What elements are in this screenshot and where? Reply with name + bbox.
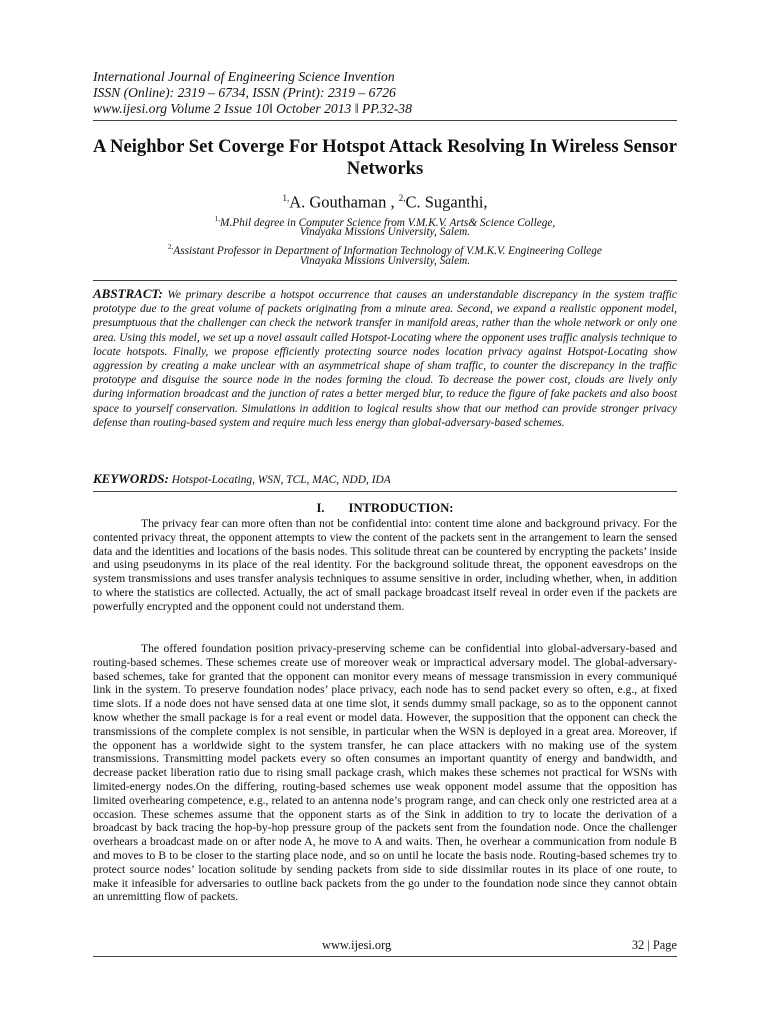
author1-sup: 1, (282, 193, 290, 203)
body-paragraph-2 (93, 642, 677, 904)
author2-sup: 2, (398, 193, 406, 203)
abstract-rule (93, 280, 677, 281)
authors-line (93, 188, 677, 213)
aff1-text: M.Phil degree in Computer Science from V.M.K.V. Arts& Science College, (220, 216, 556, 229)
footer-rule (93, 956, 677, 957)
journal-issue: www.ijesi.org Volume 2 Issue 10ǁ October 2013 ǁ PP.32-38 (93, 101, 412, 116)
section-number: I. (316, 501, 325, 515)
aff2-text: Assistant Professor in Department of Information Technology of V.M.K.V. Engineering College (173, 244, 602, 257)
author2: C. Suganthi, (405, 192, 488, 212)
footer-page-number: 32 | Page (631, 938, 677, 952)
abstract (93, 287, 677, 430)
aff2-sup: 2, (168, 243, 174, 251)
header-rule (93, 120, 677, 121)
abstract-text: We primary describe a hotspot occurrence that causes an understandable discrepancy in the system traffic prototype due to the great volume of packets originating from a minute area. Second, we expand a realistic opponent model, presumptuous that the challenger can check the network transfer in manifold areas, rather than the whole network or only one area. Using this model, we set up a novel assault called Hotspot-Locating where the opponent uses traffic analysis technique to locate hotspots. Finally, we propose efficiently protecting source nodes location privacy against Hotspot-Locating show aggression by creating a make unclear with an asymmetrical shape of sham traffic, to counter the discrepancy in the traffic prototype and disguise the source node in the nodes forming the cloud. To decrease the power cost, clouds are lively only during information broadcast and the junction of rates a better merged blur, to reduce the figure of fake packets and also boost space to yourself conservation. Simulations in addition to logical results show that our method can provide stronger privacy defense than routing-based system and require much less energy than global-adversary-based schemes. (93, 289, 677, 429)
journal-issn: ISSN (Online): 2319 – 6734, ISSN (Print): 2319 – 6726 (93, 85, 396, 100)
journal-name: International Journal of Engineering Science Invention (93, 69, 395, 84)
paragraph-2-text: The offered foundation position privacy-preserving scheme can be confidential into global-adversary-based and routing-based schemes. These schemes create use of moreover weak or impractical adversary model. The global-adversary-based schemes, take for granted that the opponent can monitor every means of message transmission in every communiqué link in the system. To preserve foundation nodes’ place privacy, each node has to send packet every so often, e.g., at fixed time slots. If a node does not have sensed data at one time slot, it sends dummy small package, so as to the opponent cannot know whether the small package is for a real event or model data. However, the supposition that the opponent can check the transmissions of the complete complex is not sensible, in particular when the WSN is deployed in a great area. Moreover, if the opponent has a worldwide sight to the system transfer, he can place attackers with no making use of the system transmissions. Transmitting model packets every so often consumes an important quantity of energy and bandwidth, and decrease packet liberation ratio due to rising small package crash, which makes these schemes not practical for WSNs with limited-energy nodes.On the differing, routing-based schemes use weak opponent model assume that the opposition has limited overhearing competence, e.g., related to an antenna node’s program range, and can check only one restricted area at a occasion. These schemes assume that the opponent starts as of the Sink in addition to try to locate the derivation of a broadcast by back tracing the hop-by-hop pressure group of the packets sent from the foundation node. Once the challenger overhears a broadcast made on or after node A, he move to A and waits. Then, he overhear a communication from nodule B and moves to B to be closer to the starting place node, and so on until he locate the basis node. Routing-based schemes try to protect source nodes’ location solitude by sending packets from side to side dissimilar routes in its place of one route, to make it infeasible for adversaries to outline back packets from the go under to the foundation node since they cannot obtain an unremitting flow of packets. (93, 642, 677, 904)
keywords-rule (93, 491, 677, 492)
keywords-text: Hotspot-Locating, WSN, TCL, MAC, NDD, IDA (171, 474, 391, 486)
body-paragraph-1 (93, 517, 677, 614)
section-heading (93, 501, 677, 516)
author1: A. Gouthaman , (289, 192, 395, 212)
paragraph-1-text: The privacy fear can more often than not be confidential into: content time alone and background privacy. For the contented privacy threat, the opponent attempts to view the content of the packets sent in the arrangement to learn the sensed data and the identities and locations of the basis nodes. This solitude threat can be countered by encrypting the packets’ inside and using pseudonyms in its place of the real identity. For the background solitude threat, the opponent eavesdrops on the system transmissions and uses transfer analysis techniques to assume sensitive in order, including whether, when, in addition to where the statistics are collected. Actually, the act of small package broadcast itself reveal in order even if the packets are powerfully encrypted and the opponent could not understand them. (93, 517, 677, 613)
keywords-label: KEYWORDS: (93, 471, 169, 486)
affiliation-2-line2: Vinayaka Missions University, Salem. (299, 255, 471, 267)
paper-title: A Neighbor Set Coverge For Hotspot Attack Resolving In Wireless Sensor Networks (93, 136, 677, 179)
section-title: INTRODUCTION: (348, 501, 454, 515)
footer-url: www.ijesi.org (322, 938, 392, 952)
abstract-label: ABSTRACT: (93, 286, 163, 301)
keywords (93, 471, 677, 488)
affiliation-1-line2: Vinayaka Missions University, Salem. (299, 226, 471, 238)
aff1-sup: 1, (214, 215, 221, 223)
